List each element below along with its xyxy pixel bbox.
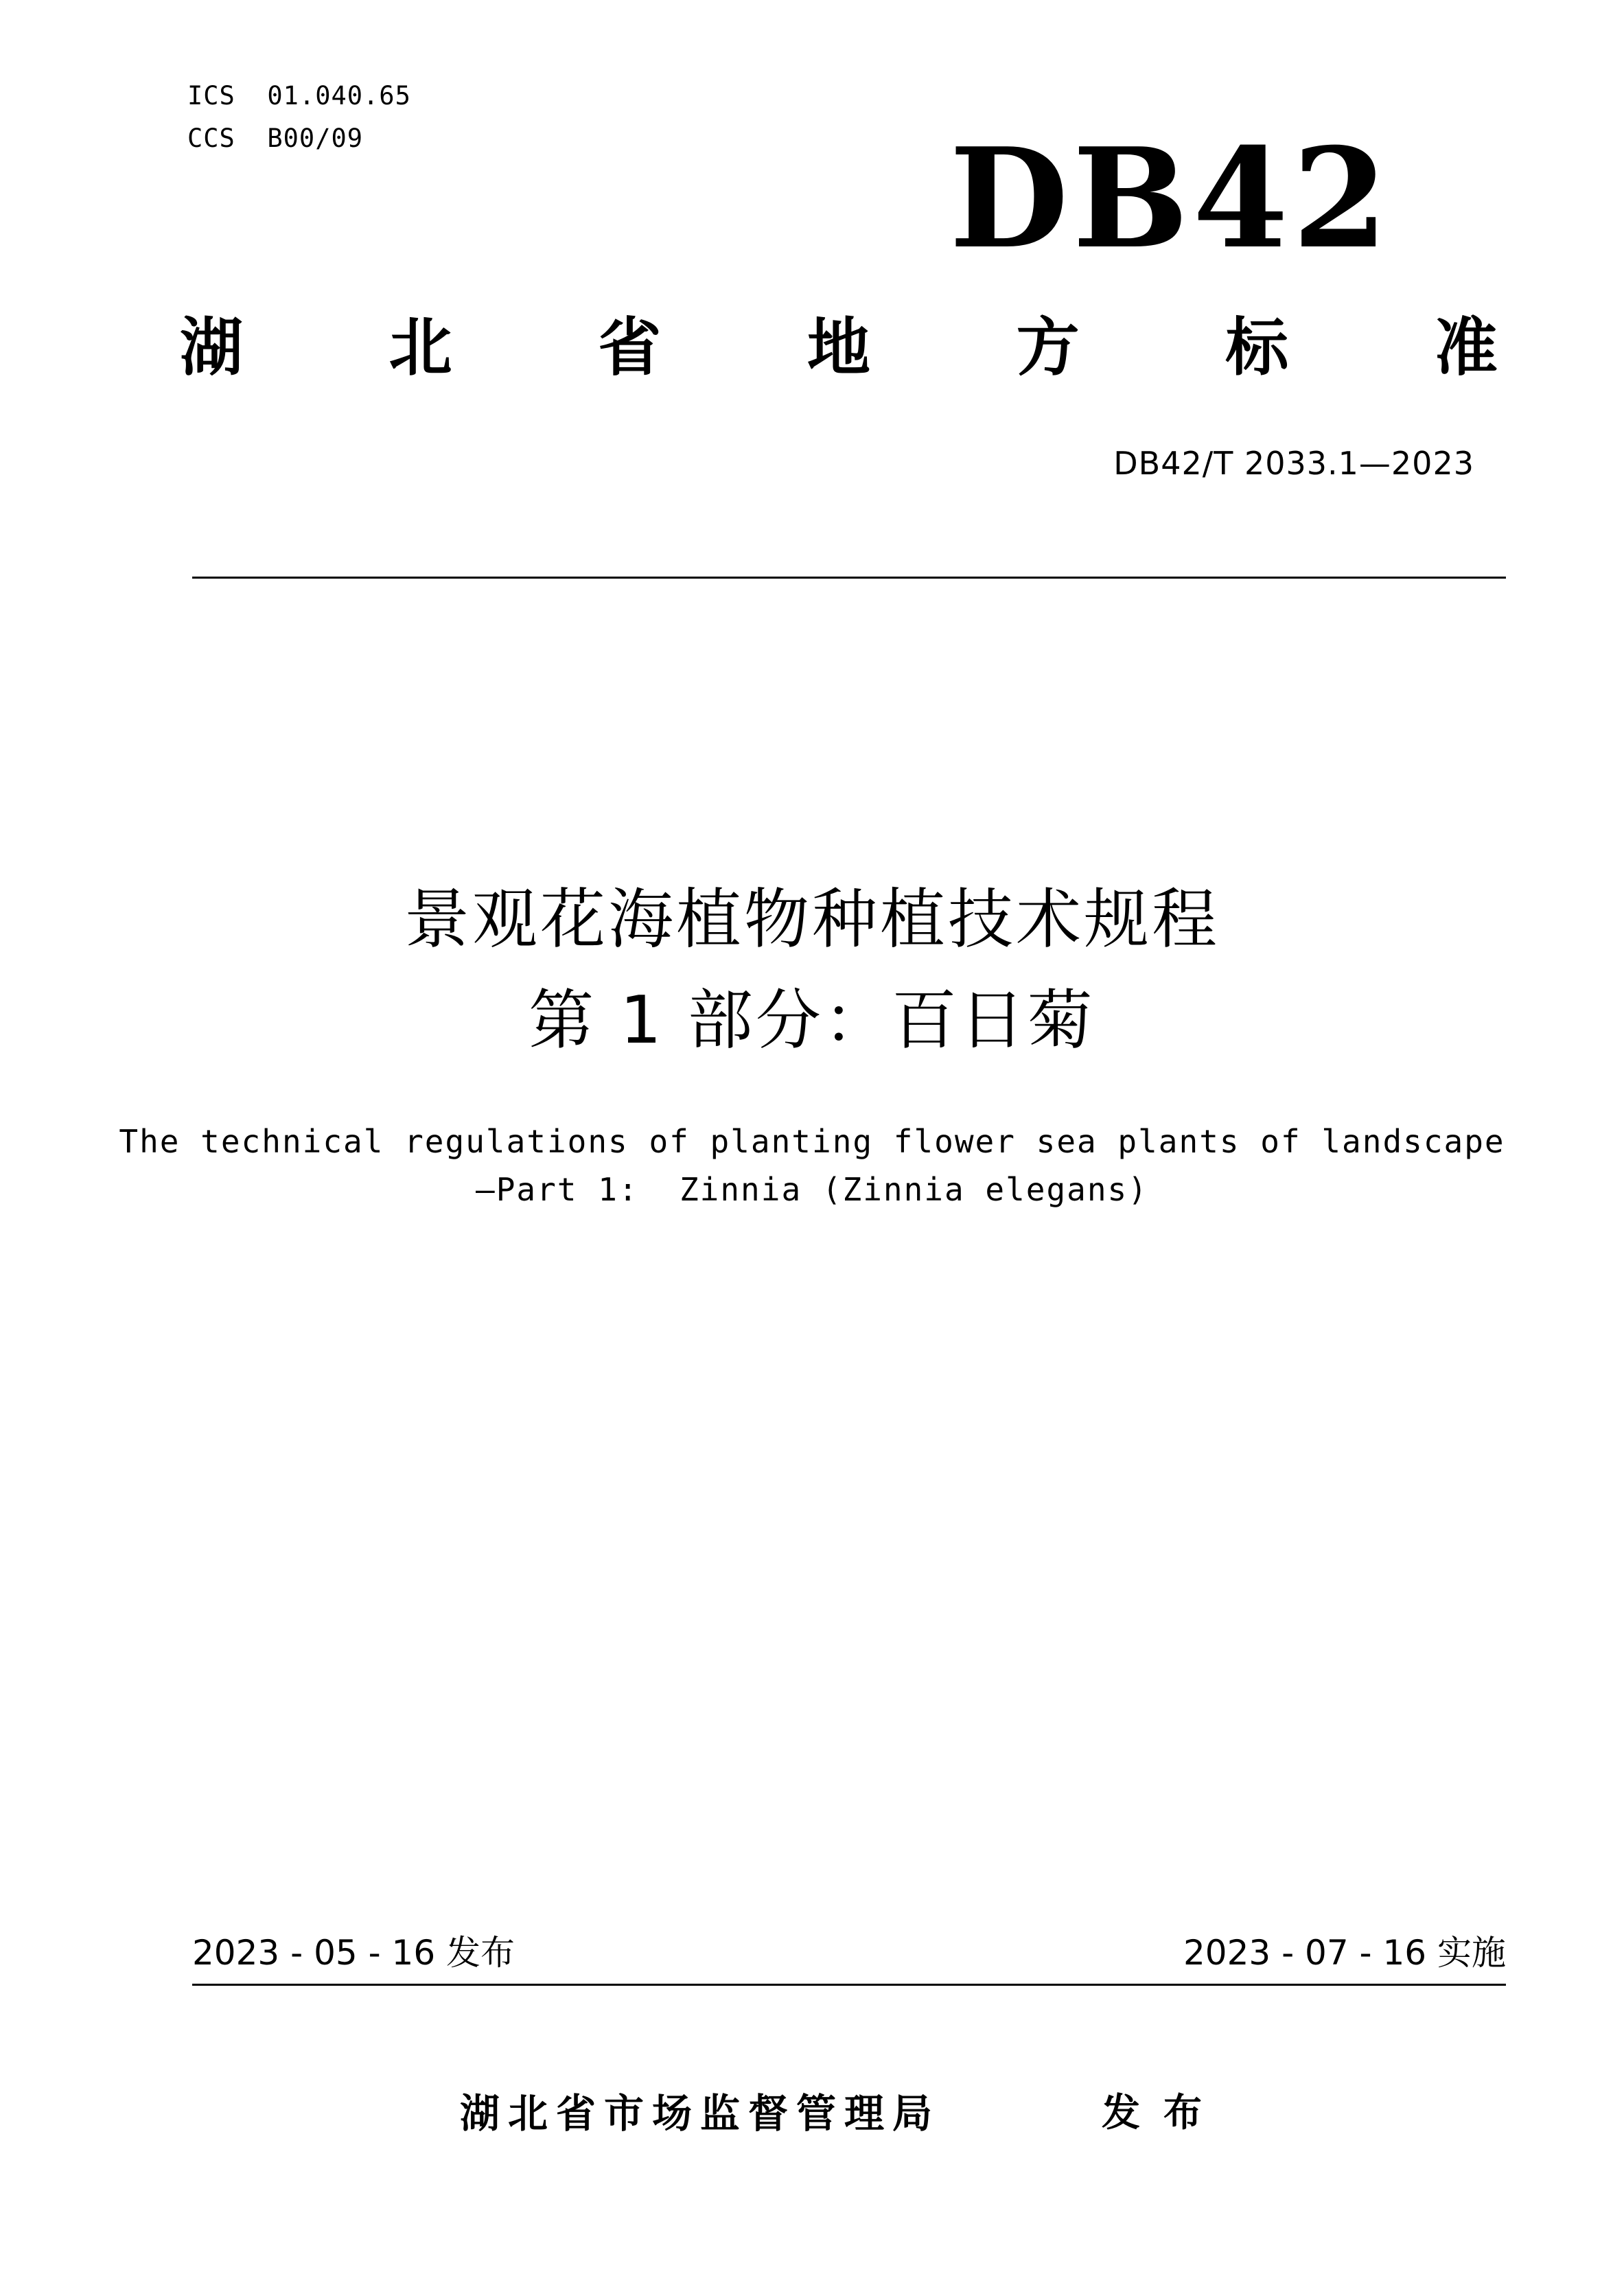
issuing-authority: 湖北省市场监督管理局 (460, 2090, 941, 2137)
standard-mark: DB42 (949, 118, 1392, 279)
standard-number: DB42/T 2033.1—2023 (1113, 445, 1474, 482)
standard-category-char: 湖 (180, 311, 244, 384)
standard-category-char: 地 (807, 311, 870, 384)
implementation-date: 2023 - 07 - 16 实施 (1183, 1933, 1506, 1973)
top-divider (192, 577, 1506, 579)
standard-category-char: 北 (388, 311, 452, 384)
bottom-divider (192, 1984, 1506, 1986)
ics-code: ICS 01.040.65 (187, 81, 411, 111)
issue-date: 2023 - 05 - 16 发布 (192, 1933, 515, 1973)
standard-category (180, 310, 1498, 386)
document-title-cn: 景观花海植物种植技术规程 (404, 882, 1220, 958)
ccs-code: CCS B00/09 (187, 124, 364, 153)
standard-category-char: 标 (1225, 311, 1289, 384)
standard-category-char: 方 (1016, 311, 1080, 384)
standard-category-char: 省 (598, 311, 662, 384)
document-part-title-en: —Part 1: Zinnia (Zinnia elegans) (476, 1171, 1148, 1208)
issuing-action: 发布 (1102, 2091, 1225, 2135)
document-title-en: The technical regulations of planting flower sea plants of landscape (119, 1123, 1505, 1160)
document-part-title-cn: 第 1 部分：百日菊 (529, 983, 1095, 1058)
standard-category-char: 准 (1434, 311, 1498, 384)
